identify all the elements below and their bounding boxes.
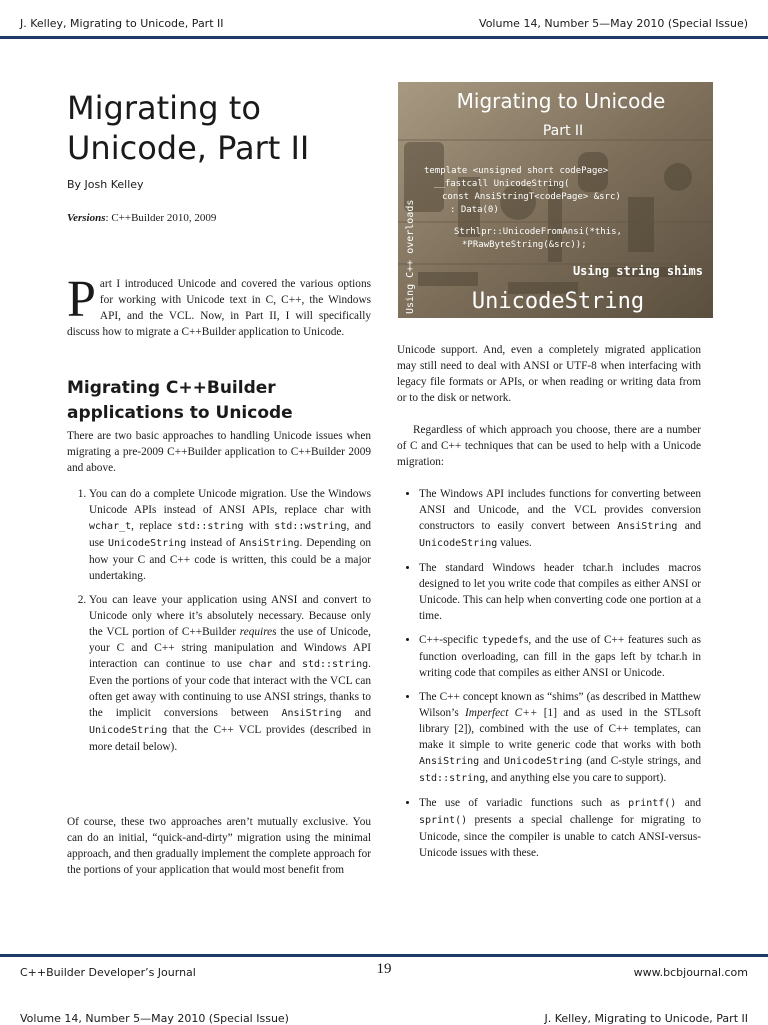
header-issue-ref: Volume 14, Number 5—May 2010 (Special Issue) xyxy=(479,17,748,30)
figure-title: Migrating to Unicode xyxy=(456,89,666,113)
technique-item-2: • The standard Windows header tchar.h includes macros designed to let you write code that compiles as either ANSI or Unicode. This can help when converting code one portion at a time. xyxy=(419,560,701,624)
versions-label: Versions xyxy=(67,212,106,224)
figure-code-line: template <unsigned short codePage> xyxy=(424,166,609,176)
continued-paragraph: Unicode support. And, even a completely migrated application may still need to deal with ANSI or UTF-8 when interfacing with legacy file formats or APIs, or when reading or writing data from or to the disk or network. xyxy=(397,344,701,404)
intro-paragraph xyxy=(67,271,371,340)
title-line-2: Unicode, Part II xyxy=(67,129,310,167)
code-std-string: std::string xyxy=(301,659,369,670)
emphasis-requires: requires xyxy=(239,626,277,638)
hero-figure xyxy=(398,82,713,318)
code-wchar: wchar_t xyxy=(89,521,132,532)
header-rule xyxy=(0,36,768,39)
techniques-list xyxy=(397,486,701,869)
drop-cap: P xyxy=(67,271,96,328)
figure-code-line: const AnsiStringT<codePage> &src) xyxy=(442,192,621,202)
figure-code-line: : Data(0) xyxy=(450,205,499,215)
conclusion-paragraph: Of course, these two approaches aren’t mutually exclusive. You can do an initial, “quick-and-dirty” migration using the minimal approach, and then gradually implement the complete approach for the portions of your application that would most benefit from xyxy=(67,816,371,876)
versions-line xyxy=(67,212,216,224)
intro-text: art I introduced Unicode and covered the various options for working with Unicode text in C, C++, the Windows API, and the VCL. Now, in Part II, I will specifically discuss how to migrate a C++Builder application to Unicode. xyxy=(67,278,371,338)
footer-website: www.bcbjournal.com xyxy=(633,966,748,979)
page-number: 19 xyxy=(376,961,392,977)
figure-code-line: __fastcall UnicodeString( xyxy=(434,179,570,189)
article-title xyxy=(67,88,377,168)
figure-code-line: Strhlpr::UnicodeFromAnsi(*this, xyxy=(454,227,622,237)
code-ansistring: AnsiString xyxy=(239,538,300,549)
code-ansistring: AnsiString xyxy=(617,521,678,532)
next-header-article-ref: J. Kelley, Migrating to Unicode, Part II xyxy=(544,1012,748,1025)
technique-item-3: • C++-specific typedefs, and the use of C++ features such as function overloading, can fill in the gaps left by tchar.h in writing code that compiles as either ANSI or Unicode. xyxy=(419,632,701,681)
section-heading: Migrating C++Builder applications to Unicode xyxy=(67,378,293,423)
code-sprint: sprint() xyxy=(419,815,468,826)
figure-side-label: Using C++ overloads xyxy=(405,199,416,314)
code-std-string: std::string xyxy=(177,521,244,532)
code-printf: printf() xyxy=(628,798,677,809)
running-header xyxy=(20,14,748,34)
code-std-wstring: std::wstring xyxy=(274,521,347,532)
code-std-string: std::string xyxy=(419,773,486,784)
approaches-list xyxy=(67,486,371,763)
versions-value: : C++Builder 2010, 2009 xyxy=(105,212,217,224)
footer-journal-name: C++Builder Developer’s Journal xyxy=(20,966,196,979)
book-title: Imperfect C++ xyxy=(465,707,538,719)
techniques-intro-paragraph: Regardless of which approach you choose, there are a number of C and C++ techniques that can be used to help with a Unicode migration: xyxy=(397,424,701,468)
hieroglyph-illustration xyxy=(398,82,713,318)
approach-item-2: 2. You can leave your application using ANSI and convert to Unicode only where it’s absolutely necessary. Because only the VCL portion of C++Builder requires the use of Unicode, your C and C++ string manipulation and Windows API interaction can continue to use char and std::string. Even the portions of your code that interact with the VCL can often get away with continuing to use ANSI strings, thanks to the implicit conversions between AnsiString and UnicodeString that the C++ VCL provides (described in more detail below). xyxy=(89,592,371,755)
technique-item-5: • The use of variadic functions such as printf() and sprint() presents a special challenge for migrating to Unicode, since the compiler is unable to catch ANSI-versus-Unicode issues with these. xyxy=(419,795,701,861)
figure-subtitle: Part II xyxy=(542,123,584,139)
footer-rule xyxy=(0,954,768,957)
code-ansistring: AnsiString xyxy=(281,708,342,719)
figure-tagline: Using string shims xyxy=(572,264,703,278)
technique-item-4: • The C++ concept known as “shims” (as described in Matthew Wilson’s Imperfect C++ [1] and as used in the STLsoft library [2]), combined with the use of C++ templates, can make it simple to write generic code that works with both AnsiString and UnicodeString (and C-style strings, and std::string, and anything else you care to support). xyxy=(419,689,701,787)
next-header-issue-ref: Volume 14, Number 5—May 2010 (Special Issue) xyxy=(20,1012,289,1025)
figure-code-line: *PRawByteString(&src)); xyxy=(462,240,587,250)
code-unicodestring: UnicodeString xyxy=(419,538,498,549)
code-unicodestring: UnicodeString xyxy=(107,538,187,549)
code-ansistring: AnsiString xyxy=(419,756,480,767)
code-char: char xyxy=(248,659,273,670)
approaches-paragraph: There are two basic approaches to handling Unicode issues when migrating a pre-2009 C++Builder application to C++Builder 2009 and above. xyxy=(67,430,371,474)
header-article-ref: J. Kelley, Migrating to Unicode, Part II xyxy=(20,17,224,30)
title-line-1: Migrating to xyxy=(67,89,261,127)
byline: By Josh Kelley xyxy=(67,178,144,191)
figure-big-label: UnicodeString xyxy=(471,289,645,314)
technique-item-1: • The Windows API includes functions for converting between ANSI and Unicode, and the VCL provides conversion constructors to easily convert between AnsiString and UnicodeString values. xyxy=(419,486,701,552)
approach-item-1: 1. You can do a complete Unicode migration. Use the Windows Unicode APIs instead of ANSI APIs, replace char with wchar_t, replace std::string with std::wstring, and use UnicodeString instead of AnsiString. Depending on how your C and C++ code is written, this could be a major undertaking. xyxy=(89,486,371,584)
code-unicodestring: UnicodeString xyxy=(503,756,583,767)
code-unicodestring: UnicodeString xyxy=(89,725,168,736)
code-typedef: typedef xyxy=(481,635,524,646)
